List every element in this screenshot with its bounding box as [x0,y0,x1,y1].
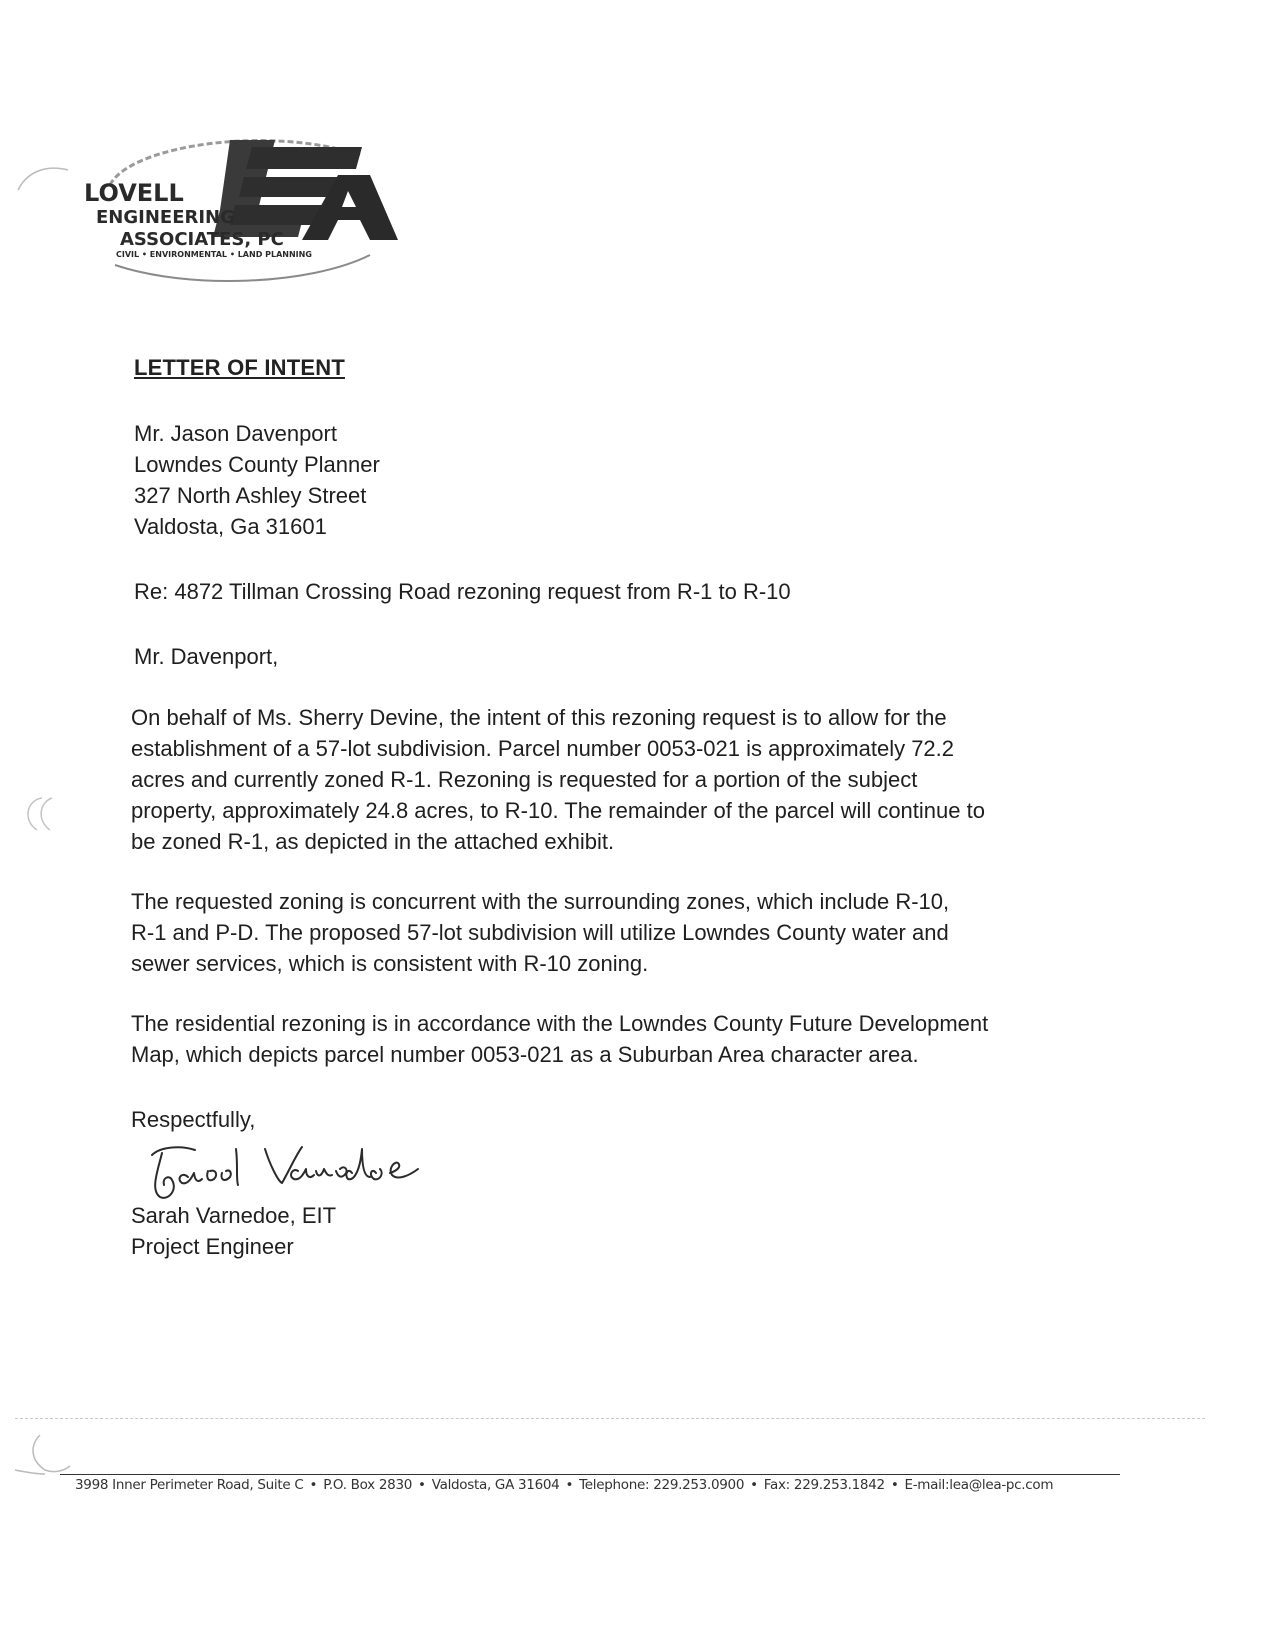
recipient-position: Lowndes County Planner [134,452,380,477]
paragraph-line: be zoned R-1, as depicted in the attached exhibit. [131,829,615,854]
paragraph-line: R-1 and P-D. The proposed 57-lot subdivision will utilize Lowndes County water and [131,920,949,945]
paragraph-line: sewer services, which is consistent with R-10 zoning. [131,951,649,976]
logo-line2: ENGINEERING [96,207,235,228]
signer-name: Sarah Varnedoe, EIT [131,1203,337,1228]
scan-artifact [12,790,62,840]
paragraph-1 [131,702,1071,857]
paragraph-line: On behalf of Ms. Sherry Devine, the intent of this rezoning request is to allow for the [131,705,947,730]
logo-line3: ASSOCIATES, PC [120,229,284,250]
logo-line1: LOVELL [84,179,184,207]
paragraph-line: property, approximately 24.8 acres, to R-10. The remainder of the parcel will continue to [131,798,985,823]
recipient-name: Mr. Jason Davenport [134,421,337,446]
handwritten-signature [140,1135,440,1210]
letter-title: LETTER OF INTENT [134,355,345,380]
footer-city: Valdosta, GA 31604 [431,1477,560,1493]
footer-address: 3998 Inner Perimeter Road, Suite C [75,1477,304,1493]
logo-graphic [70,125,415,295]
footer-email: E-mail:lea@lea-pc.com [904,1477,1054,1493]
recipient-city: Valdosta, Ga 31601 [134,514,327,539]
paragraph-line: Map, which depicts parcel number 0053-021 as a Suburban Area character area. [131,1042,919,1067]
signer-title: Project Engineer [131,1234,294,1259]
paragraph-line: establishment of a 57-lot subdivision. Parcel number 0053-021 is approximately 72.2 [131,736,955,761]
footer-telephone: Telephone: 229.253.0900 [579,1477,745,1493]
scan-artifact [8,160,78,200]
footer-divider [60,1474,1120,1475]
paragraph-line: The residential rezoning is in accordance with the Lowndes County Future Development [131,1011,989,1036]
recipient-address [134,418,380,542]
scan-artifact [10,1430,80,1480]
footer-fax: Fax: 229.253.1842 [763,1477,885,1493]
paragraph-2 [131,886,1071,979]
footer-divider-faint [15,1418,1205,1419]
company-logo [70,125,415,295]
subject-line: Re: 4872 Tillman Crossing Road rezoning request from R-1 to R-10 [134,579,791,604]
recipient-street: 327 North Ashley Street [134,483,367,508]
closing: Respectfully, [131,1107,256,1132]
logo-tagline: CIVIL • ENVIRONMENTAL • LAND PLANNING [116,250,312,259]
salutation: Mr. Davenport, [134,644,279,669]
footer-po-box: P.O. Box 2830 [323,1477,413,1493]
signer-block [131,1200,336,1262]
paragraph-line: acres and currently zoned R-1. Rezoning is requested for a portion of the subject [131,767,918,792]
paragraph-3 [131,1008,1071,1070]
footer-contact: 3998 Inner Perimeter Road, Suite C • P.O. Box 2830 • Valdosta, GA 31604 • Telephone: 229.253.0900 • Fax: 229.253.1842 • E-mail:lea@lea-pc.com [75,1477,1054,1493]
paragraph-line: The requested zoning is concurrent with the surrounding zones, which include R-10, [131,889,950,914]
